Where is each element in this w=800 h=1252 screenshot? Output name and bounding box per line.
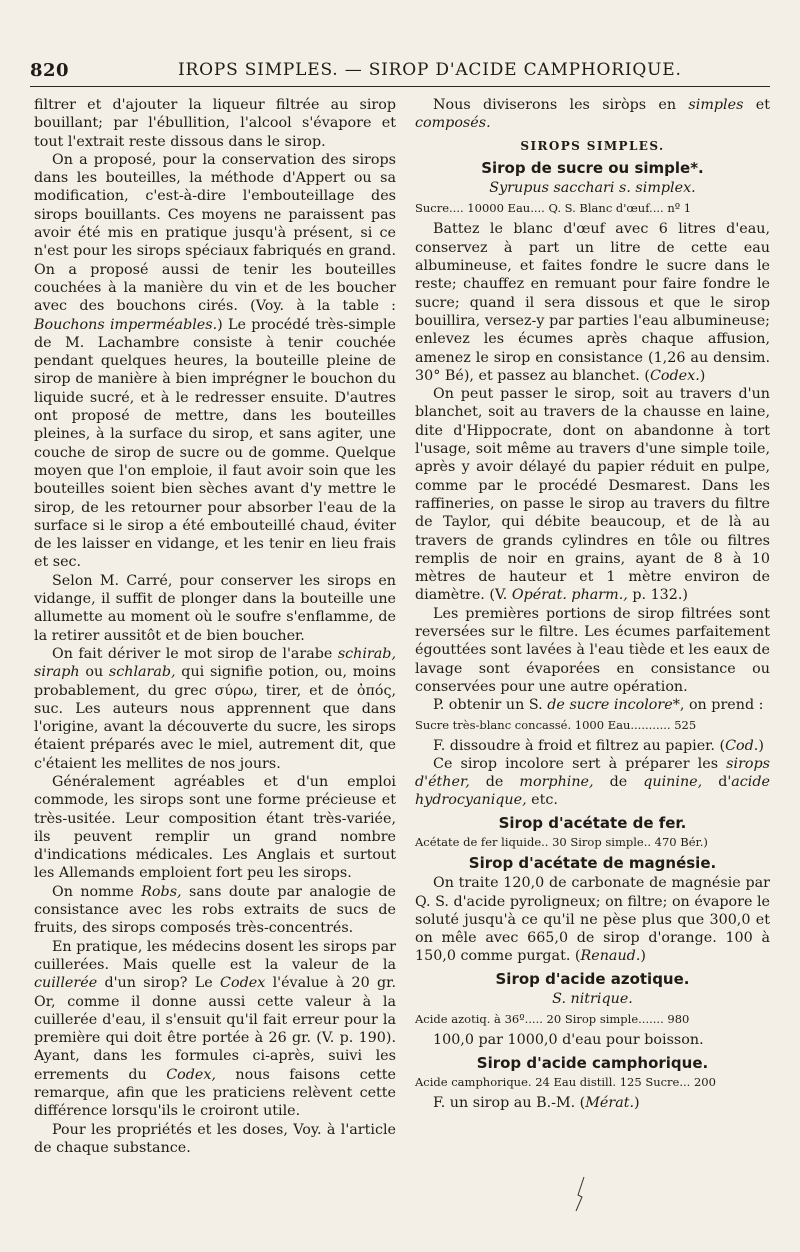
paragraph: Pour les propriétés et les doses, Voy. à l'article de chaque substance.	[34, 1121, 396, 1156]
pencil-mark	[572, 1175, 588, 1213]
paragraph: Généralement agréables et d'un emploi commode, les sirops sont une forme précieuse et très-usitée. Leur composition étant très-variée, ils peuvent remplir un grand nombre d'indications médicales. Les Anglais et surtout les Allemands emploient fort peu les sirops.	[34, 773, 396, 882]
paragraph: En pratique, les médecins dosent les sirops par cuillerées. Mais quelle est la valeur de la cuillerée d'un sirop? Le Codex l'évalue à 20 gr. Or, comme il donne aussi cette valeur à la cuillerée d'eau, il s'ensuit qu'il fait erreur pour la première qui doit être portée à 26 gr. (V. p. 190). Ayant, dans les formules ci-après, suivi les errements du Codex, nous faisons cette remarque, afin que les praticiens relèvent cette différence lorsqu'ils le croiront utile.	[34, 938, 397, 1120]
section-heading: SIROPS SIMPLES.	[520, 138, 665, 153]
header-rule	[30, 86, 770, 87]
recipe-latin-name: Syrupus sacchari s. simplex.	[489, 180, 696, 197]
recipe-formula: Sucre.... 10000 Eau.... Q. S. Blanc d'œuf.... nº 1	[415, 201, 692, 216]
paragraph: F. dissoudre à froid et filtrez au papier. (Cod.)	[433, 737, 764, 754]
left-column	[34, 96, 396, 1157]
page-header	[30, 60, 770, 88]
paragraph: On a proposé, pour la conservation des sirops dans les bouteilles, la méthode d'Appert ou sa modification, c'est-à-dire l'embouteillage des sirops bouillants. Ces moyens ne paraissent pas avoir été mis en pratique jusqu'à présent, si ce n'est pour les sirops spéciaux fabriqués en grand. On a proposé aussi de tenir les bouteilles couchées à la manière du vin et de les boucher avec des bouchons cirés. (Voy. à la table : Bouchons imperméables.) Le procédé très-simple de M. Lachambre consiste à tenir couchée pendant quelques heures, la bouteille pleine de sirop de manière à bien imprégner le bouchon du liquide sucré, et à le redresser ensuite. D'autres ont proposé de mettre, dans les bouteilles pleines, à la surface du sirop, et sans agiter, une couche de sirop de sucre ou de gomme. Quelque moyen que l'on emploie, il faut avoir soin que les bouteilles soient bien sèches avant d'y mettre le sirop, de les retourner pour absorber l'eau de la surface si le sirop a été embouteillé chaud, éviter de les laisser en vidange, et les tenir en lieu frais et sec.	[34, 151, 396, 571]
recipe-formula: Acide azotiq. à 36º..... 20 Sirop simple....... 980	[415, 1012, 690, 1027]
recipe-formula: Sucre très-blanc concassé. 1000 Eau........... 525	[415, 717, 697, 732]
recipe-formula: Acétate de fer liquide.. 30 Sirop simple.. 470 Bér.)	[415, 834, 708, 849]
paragraph: Ce sirop incolore sert à préparer les sirops d'éther, de morphine, de quinine, d'acide hydrocyanique, etc.	[415, 755, 770, 809]
recipe-formula: Acide camphorique. 24 Eau distill. 125 Sucre... 200	[415, 1074, 716, 1089]
paragraph: On fait dériver le mot sirop de l'arabe schirab, siraph ou schlarab, qui signifie potion, ou, moins probablement, du grec σύρω, tirer, et de ὀπός, suc. Les auteurs nous apprennent que dans l'origine, avant la découverte du sucre, les sirops étaient préparés avec le miel, autrement dit, que c'étaient les mellites de nos jours.	[34, 645, 397, 772]
paragraph: F. un sirop au B.-M. (Mérat.)	[433, 1094, 640, 1111]
page-number: 820	[30, 60, 70, 81]
paragraph: Nous diviserons les siròps en simples et composés.	[415, 97, 770, 132]
paragraph: On peut passer le sirop, soit au travers d'un blanchet, soit au travers de la chausse en laine, dite d'Hippocrate, dont on abandonne à tort l'usage, soit même au travers d'une simple toile, après y avoir délayé du papier réduit en pulpe, comme par le procédé Desmarest. Dans les raffineries, on passe le sirop au travers du filtre de Taylor, qui débite beaucoup, et de là au travers de grands cylindres en tôle ou filtres remplis de noir en grains, ayant de 8 à 10 mètres de hauteur et 1 mètre environ de diamètre. (V. Opérat. pharm., p. 132.)	[415, 386, 770, 604]
running-title: IROPS SIMPLES. — SIROP D'ACIDE CAMPHORIQUE.	[178, 60, 682, 80]
paragraph: 100,0 par 1000,0 d'eau pour boisson.	[433, 1032, 704, 1049]
recipe-title: Sirop de sucre ou simple*.	[481, 158, 704, 177]
paragraph: P. obtenir un S. de sucre incolore*, on prend :	[433, 697, 764, 714]
paragraph: On traite 120,0 de carbonate de magnésie par Q. S. d'acide pyroligneux; on filtre; on évapore le soluté jusqu'à ce qu'il ne pèse plus que 300,0 et on mêle avec 665,0 de sirop d'orange. 100 à 150,0 comme purgat. (Renaud.)	[415, 875, 771, 965]
paragraph: Battez le blanc d'œuf avec 6 litres d'eau, conservez à part un litre de cette eau albumineuse, et faites fondre le sucre dans le reste; chauffez en remuant pour faire fondre le sucre; quand il sera dissous et que le sirop bouillira, versez-y par parties l'eau albumineuse; enlevez les écumes après chaque affusion, amenez le sirop en consistance (1,26 au densim. 30° Bé), et passez au blanchet. (Codex.)	[415, 221, 770, 384]
recipe-title: Sirop d'acétate de magnésie.	[468, 853, 717, 872]
recipe-title: Sirop d'acétate de fer.	[498, 813, 687, 832]
recipe-title: Sirop d'acide camphorique.	[476, 1053, 709, 1072]
recipe-title: Sirop d'acide azotique.	[495, 969, 690, 988]
paragraph: Les premières portions de sirop filtrées sont reversées sur le filtre. Les écumes parfaitement égouttées sont lavées à l'eau tiède et les eaux de lavage sont évaporées en consistance ou conservées pour une autre opération.	[415, 605, 770, 695]
paragraph: Selon M. Carré, pour conserver les sirops en vidange, il suffit de plonger dans la bouteille une allumette au moment où le soufre s'enflamme, de la retirer aussitôt et de bien boucher.	[34, 572, 396, 644]
recipe-latin-name: S. nitrique.	[552, 991, 633, 1008]
paragraph: filtrer et d'ajouter la liqueur filtrée au sirop bouillant; par l'ébullition, l'alcool s'évapore et tout l'extrait reste dissous dans le sirop.	[34, 97, 396, 150]
paragraph: On nomme Robs, sans doute par analogie de consistance avec les robs extraits de sucs de fruits, des sirops composés très-concentrés.	[34, 883, 396, 937]
right-column	[415, 96, 770, 1112]
